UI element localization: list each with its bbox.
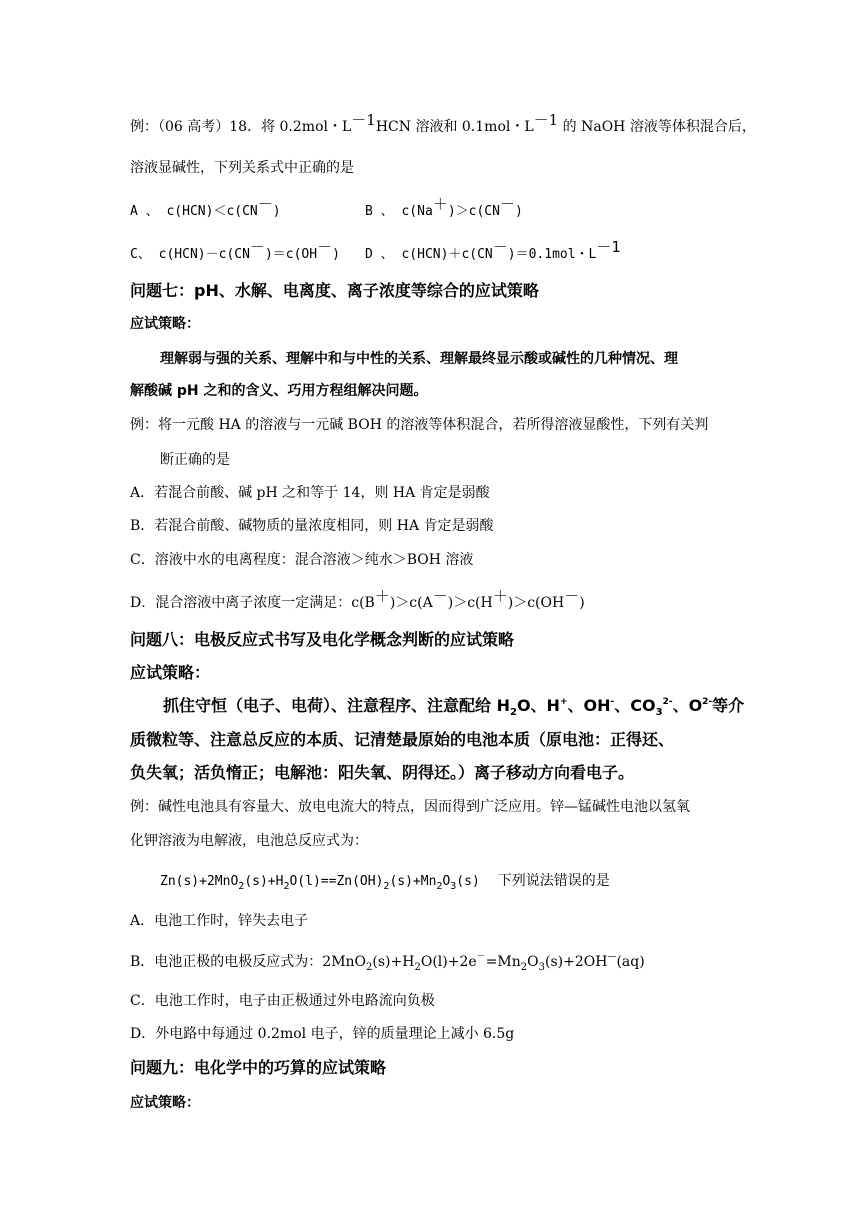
ex6-option-c: C、 c(HCN)－c(CN－)＝c(OH－) xyxy=(130,238,340,262)
q8-strategy-para-line3: 负失氧；活负惰正；电解池：阳失氧、阴得还。）离子移动方向看电子。 xyxy=(130,763,635,782)
ex6-option-a: A 、 c(HCN)＜c(CN－) xyxy=(130,195,281,219)
q7-option-a: A．若混合前酸、碱 pH 之和等于 14，则 HA 肯定是弱酸 xyxy=(130,485,490,501)
q9-strategy-label: 应试策略： xyxy=(130,1095,200,1111)
q8-option-a: A．电池工作时，锌失去电子 xyxy=(130,913,309,929)
q8-option-d: D．外电路中每通过 0.2mol 电子，锌的质量理论上减小 6.5g xyxy=(130,1026,515,1042)
ex6-option-d: D 、 c(HCN)＋c(CN－)＝0.1mol・L－1 xyxy=(365,238,621,262)
q7-option-b: B．若混合前酸、碱物质的量浓度相同，则 HA 肯定是弱酸 xyxy=(130,518,494,534)
q7-heading: 问题七：pH、水解、电离度、离子浓度等综合的应试策略 xyxy=(130,281,539,300)
ex6-line2: 溶液显碱性，下列关系式中正确的是 xyxy=(130,160,354,176)
q8-heading: 问题八：电极反应式书写及电化学概念判断的应试策略 xyxy=(130,630,515,649)
q8-strategy-para-line2: 质微粒等、注意总反应的本质、记清楚最原始的电池本质（原电池：正得还、 xyxy=(130,730,675,749)
q7-option-c: C．溶液中水的电离程度：混合溶液＞纯水＞BOH 溶液 xyxy=(130,552,474,568)
q7-example-line1: 例：将一元酸 HA 的溶液与一元碱 BOH 的溶液等体积混合，若所得溶液显酸性，下列有关判 xyxy=(130,417,709,433)
q8-example-line1: 例：碱性电池具有容量大、放电电流大的特点，因而得到广泛应用。锌—锰碱性电池以氢氧 xyxy=(130,799,690,815)
q9-heading: 问题九：电化学中的巧算的应试策略 xyxy=(130,1058,387,1077)
q8-reaction-equation: $Zn(s)+2MnO_2(s)+H_2O(l)==Zn(OH)_2(s)+Mn_2O_3(s)$ 下列说法错误的是 xyxy=(160,873,610,892)
q7-option-d: D．混合溶液中离子浓度一定满足：c(B＋)＞c(A－)＞c(H＋)＞c(OH－) xyxy=(130,587,585,611)
q8-example-line2: 化钾溶液为电解液，电池总反应式为： xyxy=(130,833,368,849)
ex6-option-b: B 、 c(Na＋)＞c(CN－) xyxy=(365,195,523,219)
q7-strategy-para-line1: 理解弱与强的关系、理解中和与中性的关系、理解最终显示酸或碱性的几种情况、理 xyxy=(160,351,678,367)
q8-strategy-para-line1: 抓住守恒（电子、电荷）、注意程序、注意配给 $H_2O$、H+、OH-、$CO_3^{2-}$、$O^{2-}$等介 xyxy=(163,696,745,718)
q8-option-c: C．电池工作时，电子由正极通过外电路流向负极 xyxy=(130,993,435,1009)
q8-strategy-label: 应试策略： xyxy=(130,663,211,682)
q7-example-line2: 断正确的是 xyxy=(160,452,230,468)
q8-option-b: B．电池正极的电极反应式为：$2MnO_2(s)+H_2O(l)+2e^-=Mn_2O_3(s)+2OH^—(aq)$ xyxy=(130,952,645,973)
q7-strategy-para-line2: 解酸碱 pH 之和的含义、巧用方程组解决问题。 xyxy=(130,383,428,399)
q7-strategy-label: 应试策略： xyxy=(130,316,200,332)
ex6-line1: 例：（06 高考）18．将 0.2mol・L－1HCN 溶液和 0.1mol・L－1 的 NaOH 溶液等体积混合后， xyxy=(130,111,756,135)
